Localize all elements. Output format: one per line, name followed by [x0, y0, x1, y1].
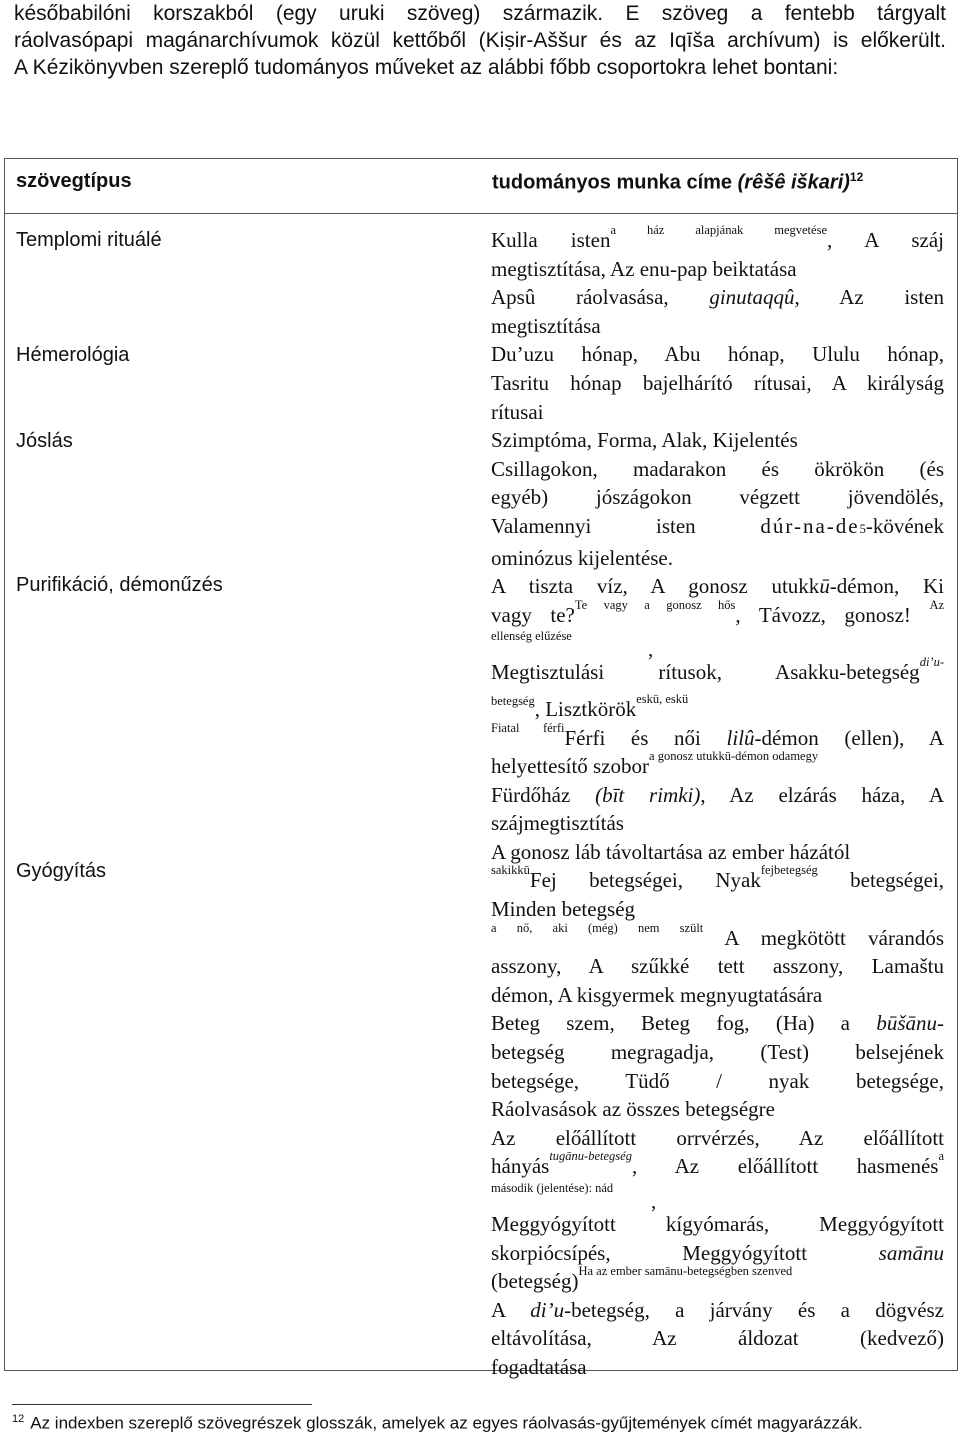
text-line: Tasritu hónap bajelhárító rítusai, A királyság [491, 370, 944, 395]
text-fragment: -kövének [865, 513, 944, 538]
text-fragment: A megkötött várandós [724, 925, 944, 950]
text-line: fogadtatása [491, 1354, 587, 1379]
text-fragment: a ház alapjának megvetése [610, 223, 827, 237]
text-fragment: dúr-na-de [760, 513, 860, 538]
text-fragment: -démon (ellen), A [754, 725, 945, 750]
text-fragment: lilû [726, 725, 755, 750]
text-line [491, 1149, 944, 1181]
text-line: Minden betegség [491, 897, 636, 922]
text-fragment: a nő, aki (még) nem szült [491, 920, 704, 935]
text-line: megtisztítása, Az enu-pap beiktatása [491, 256, 797, 281]
intro-line: későbabilóni korszakból (egy uruki szöveg) származik. E szöveg a fentebb tárgyalt [14, 2, 946, 25]
text-fragment: A [491, 1297, 506, 1322]
text-fragment: Az [929, 597, 945, 612]
text-line: Az előállított orrvérzés, Az előállított [491, 1125, 944, 1150]
text-line [491, 283, 944, 312]
text-fragment: Apsû ráolvasása, [491, 285, 669, 310]
work-titles-column [491, 223, 945, 1382]
text-line [491, 1296, 944, 1325]
text-fragment: , [648, 637, 654, 662]
text-line: egyéb) jószágokon végzett jövendölés, [491, 485, 944, 510]
text-line: Ráolvasások az összes betegségre [491, 1097, 775, 1122]
footnote [12, 1413, 952, 1434]
text-line [491, 1181, 944, 1196]
text-fragment: tugānu-betegség [549, 1149, 632, 1164]
text-fragment: - [937, 1011, 945, 1036]
text-fragment: , [651, 1189, 657, 1213]
text-line: szájmegtisztítás [491, 811, 624, 836]
text-fragment: (betegség) [491, 1269, 579, 1294]
text-line: Szimptóma, Forma, Alak, Kijelentés [491, 428, 798, 453]
text-fragment: helyettesítő szobor [491, 754, 650, 779]
text-fragment: ellenség elűzése [491, 629, 572, 644]
text-fragment: fejbetegség [760, 863, 818, 878]
text-fragment: Fej betegségei, Nyak [529, 868, 761, 893]
text-fragment: tudományos munka címe [492, 171, 733, 194]
text-fragment: būšānu [876, 1011, 938, 1036]
header-divider [4, 213, 958, 214]
text-line [491, 781, 944, 810]
text-fragment: (rêšê iškari) [737, 171, 850, 194]
text-line [491, 1189, 944, 1213]
text-fragment: 5 [859, 521, 866, 536]
text-fragment: Megtisztulási rítusok, Asakku-betegség [491, 660, 920, 685]
text-fragment: Beteg szem, Beteg fog, (Ha) a [491, 1011, 850, 1036]
text-fragment: hányás [491, 1154, 550, 1179]
text-line [491, 920, 944, 953]
text-fragment: , Az elzárás háza, A [700, 782, 944, 807]
text-line [491, 223, 944, 255]
text-line: A gonosz láb távoltartása az ember házától [491, 839, 851, 864]
text-fragment: ū [819, 574, 830, 599]
text-line: betegsége, Tüdő / nyak betegsége, [491, 1068, 944, 1093]
intro-line: ráolvasópapi magánarchívumok közül kettőből (Kiṣir-Aššur és az Iqīša archívum) is előkerült. [14, 29, 946, 52]
text-line [491, 749, 944, 781]
text-fragment: a [938, 1149, 944, 1164]
header-work-title [492, 170, 863, 195]
footnote-separator [12, 1404, 312, 1405]
category-hemerology: Hémerológia [16, 344, 130, 366]
text-line [491, 597, 945, 630]
text-fragment: , Az előállított hasmenés [631, 1154, 939, 1179]
text-line: rítusai [491, 399, 544, 424]
text-fragment: , Lisztkörök [534, 696, 637, 721]
header-text-type: szövegtípus [16, 170, 132, 192]
text-line [491, 863, 944, 895]
text-line [491, 629, 944, 644]
text-fragment: eskü, eskü [636, 691, 689, 706]
text-fragment: Fiatal férfi [491, 720, 565, 735]
text-line: Meggyógyított kígyómarás, Meggyógyított [491, 1212, 944, 1236]
text-fragment: samānu [878, 1240, 944, 1265]
text-line [491, 1264, 944, 1296]
text-fragment: di’u- [919, 655, 944, 670]
text-line [491, 572, 944, 601]
text-line: asszony, A szűkké tett asszony, Lamaštu [491, 954, 944, 979]
text-fragment: , Távozz, gonosz! [735, 602, 911, 627]
text-fragment: Valamennyi isten [491, 513, 696, 538]
text-line: ominózus kijelentése. [491, 545, 673, 570]
text-fragment: Fürdőház [491, 782, 571, 807]
text-fragment: ginutaqqû [709, 285, 795, 310]
category-divination: Jóslás [16, 430, 73, 452]
text-line: eltávolítása, Az áldozat (kedvező) [491, 1326, 944, 1351]
footnote-ref: 12 [849, 170, 864, 184]
text-fragment: skorpiócsípés, Meggyógyított [491, 1240, 808, 1265]
text-line: démon, A kisgyermek megnyugtatására [491, 982, 823, 1007]
text-fragment: betegségei, [850, 868, 944, 893]
intro-paragraph [14, 0, 946, 81]
footnote-number: 12 [12, 1413, 25, 1425]
text-line: Csillagokon, madarakon és ökrökön (és [491, 456, 944, 481]
text-line: betegség megragadja, (Test) belsejének [491, 1040, 944, 1065]
text-fragment: -démon, Ki [829, 574, 944, 599]
text-fragment: betegség [491, 693, 535, 708]
text-line [491, 687, 944, 724]
text-line: Du’uzu hónap, Abu hónap, Ululu hónap, [491, 342, 944, 367]
text-line [491, 655, 944, 687]
text-line [491, 1239, 944, 1268]
text-line [491, 1009, 944, 1038]
text-fragment: di’u [530, 1297, 565, 1322]
category-temple-ritual: Templomi rituálé [16, 229, 162, 251]
text-fragment: A tiszta víz, A gonosz utukk [491, 574, 820, 599]
text-line: megtisztítása [491, 313, 601, 338]
category-purification: Purifikáció, démonűzés [16, 574, 223, 596]
text-line [491, 637, 944, 662]
text-fragment: Kulla isten [491, 228, 611, 252]
text-fragment: második (jelentése): nád [491, 1181, 614, 1195]
text-fragment: sakikkū [491, 863, 530, 878]
text-fragment: , Az isten [794, 285, 945, 310]
text-fragment: (bīt rimki) [595, 782, 701, 807]
category-healing: Gyógyítás [16, 860, 107, 882]
intro-line: A Kézikönyvben szereplő tudományos műveket az alábbi főbb csoportokra lehet bontani: [14, 56, 839, 79]
text-fragment: Férfi és női [564, 725, 701, 750]
text-fragment: a gonosz utukkū-démon odamegy [649, 749, 819, 764]
text-fragment: vagy te? [491, 602, 575, 627]
text-fragment: Ha az ember samānu-betegségben szenved [578, 1264, 793, 1279]
text-fragment: , A száj [827, 228, 944, 252]
text-fragment: Te vagy a gonosz hős [574, 597, 736, 612]
text-fragment: -betegség, a járvány és a dögvész [564, 1297, 945, 1322]
text-line [491, 512, 944, 544]
footnote-text: Az indexben szereplő szövegrészek glosszák, amelyek az egyes ráolvasás-gyűjtemények címét magyarázzák. [30, 1413, 863, 1433]
text-line [491, 720, 945, 753]
